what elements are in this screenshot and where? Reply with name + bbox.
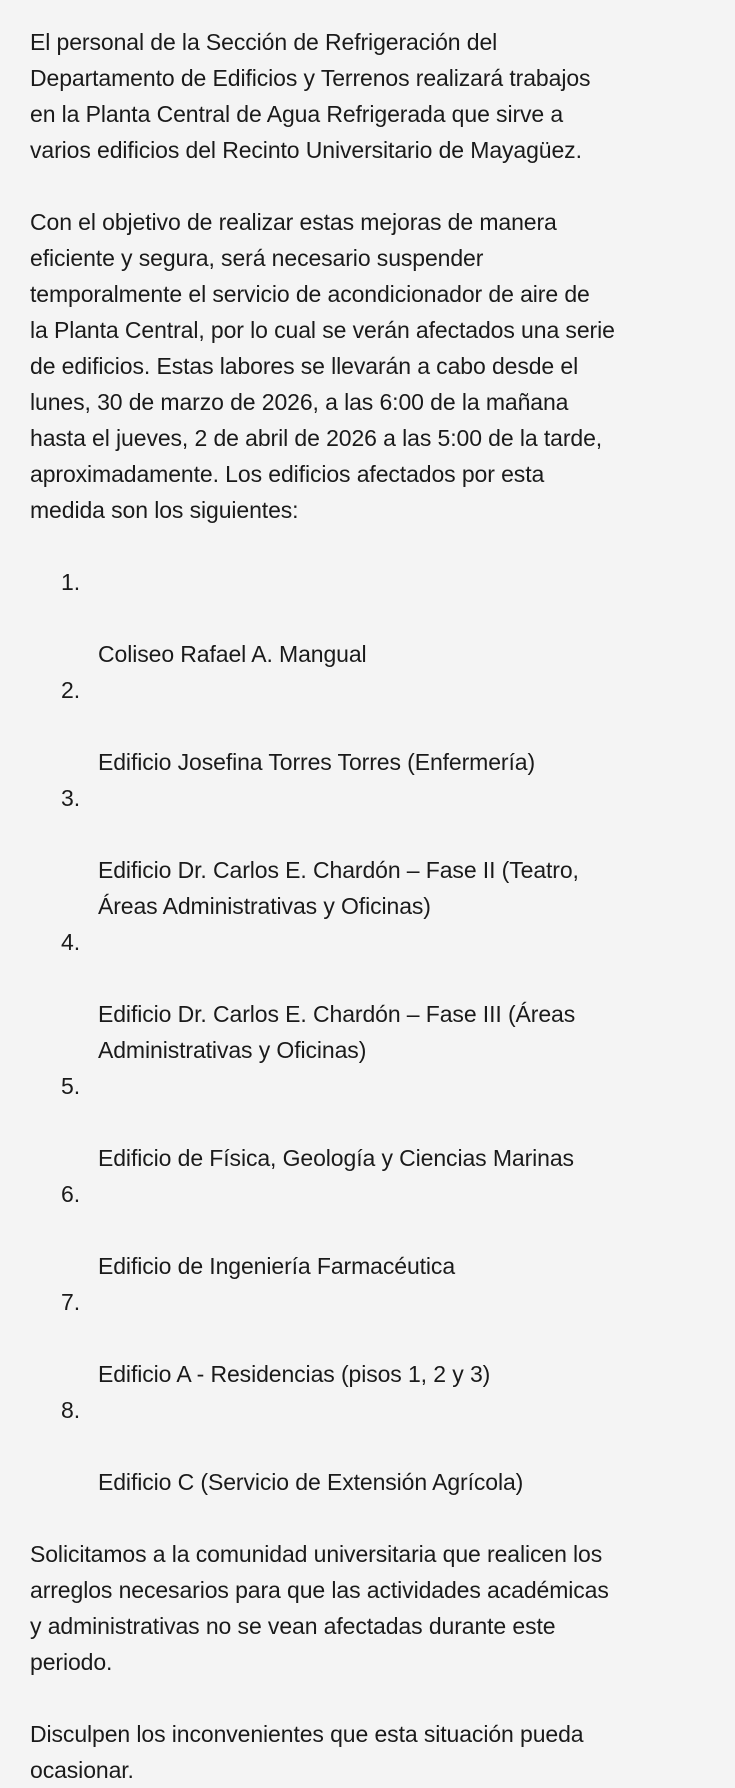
paragraph-gap — [30, 528, 720, 564]
affected-buildings-list — [30, 564, 720, 1500]
list-item-number: 3. — [61, 785, 80, 811]
paragraph-gap — [30, 1680, 720, 1716]
list-item-text: Coliseo Rafael A. Mangual — [98, 641, 367, 667]
intro-paragraph: El personal de la Sección de Refrigeración del Departamento de Edificios y Terrenos realizará trabajos en la Planta Central de Agua Refrigerada que sirve a varios edificios del Recinto Universitario de Mayagüez. — [30, 29, 591, 163]
list-item — [30, 672, 720, 780]
list-item-text: Edificio C (Servicio de Extensión Agrícola) — [98, 1469, 524, 1495]
list-item — [30, 1392, 720, 1500]
apology-paragraph: Disculpen los inconvenientes que esta situación pueda ocasionar. — [30, 1721, 584, 1783]
paragraph-gap — [30, 168, 720, 204]
list-item-number: 6. — [61, 1181, 80, 1207]
list-item — [30, 564, 720, 672]
details-paragraph: Con el objetivo de realizar estas mejoras de manera eficiente y segura, será necesario suspender temporalmente el servicio de acondicionador de aire de la Planta Central, por lo cual se verán afectados una serie de edificios. Estas labores se llevarán a cabo desde el lunes, 30 de marzo de 2026, a las 6:00 de la mañana hasta el jueves, 2 de abril de 2026 a las 5:00 de la tarde, aproximadamente. Los edificios afectados por esta medida son los siguientes: — [30, 209, 615, 523]
list-item-number: 4. — [61, 929, 80, 955]
request-paragraph: Solicitamos a la comunidad universitaria que realicen los arreglos necesarios para que las actividades académicas y administrativas no se vean afectadas durante este periodo. — [30, 1541, 609, 1675]
list-item-number: 5. — [61, 1073, 80, 1099]
list-item-number: 2. — [61, 677, 80, 703]
list-item-text: Edificio A - Residencias (pisos 1, 2 y 3) — [98, 1361, 491, 1387]
list-item-text: Edificio de Física, Geología y Ciencias Marinas — [98, 1145, 574, 1171]
paragraph-gap — [30, 1500, 720, 1536]
list-item — [30, 1284, 720, 1392]
list-item-text: Edificio de Ingeniería Farmacéutica — [98, 1253, 456, 1279]
list-item-text: Edificio Dr. Carlos E. Chardón – Fase II (Teatro, Áreas Administrativas y Oficinas) — [98, 857, 579, 919]
list-item-number: 1. — [61, 569, 80, 595]
list-item — [30, 1068, 720, 1176]
list-item-text: Edificio Dr. Carlos E. Chardón – Fase III (Áreas Administrativas y Oficinas) — [98, 1001, 576, 1063]
announcement-document — [30, 24, 720, 1788]
list-item — [30, 1176, 720, 1284]
list-item-number: 7. — [61, 1289, 80, 1315]
list-item-number: 8. — [61, 1397, 80, 1423]
list-item — [30, 924, 720, 1068]
list-item-text: Edificio Josefina Torres Torres (Enfermería) — [98, 749, 536, 775]
list-item — [30, 780, 720, 924]
